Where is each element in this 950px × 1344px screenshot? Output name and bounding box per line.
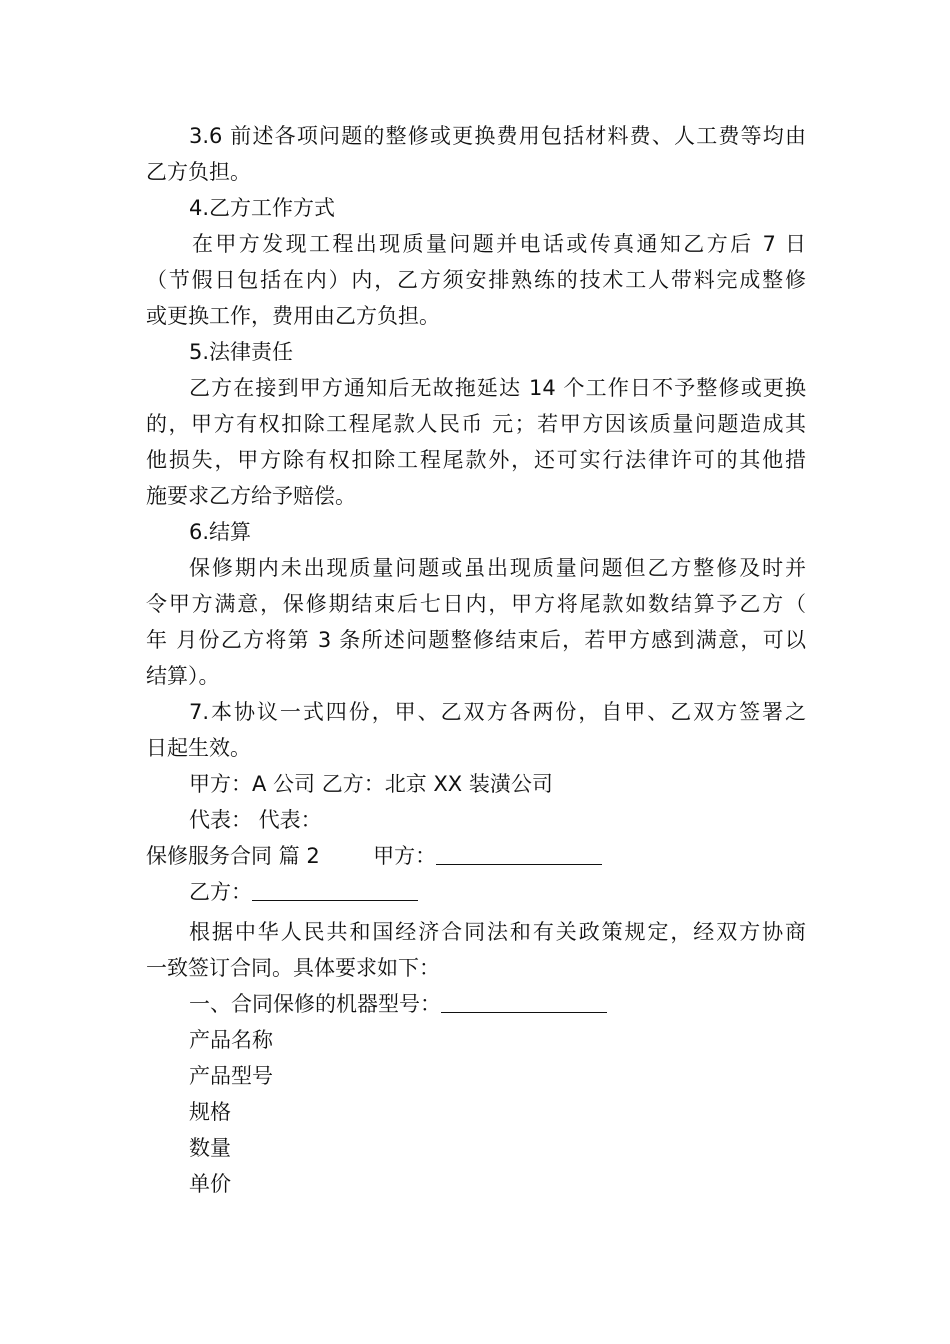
- party-b-label: 乙方：: [189, 880, 252, 904]
- paragraph-7-line-2: 日起生效。: [146, 736, 251, 760]
- party-a-label: 甲方：: [373, 844, 437, 868]
- contract-2-title: 保修服务合同 篇 2: [146, 844, 320, 868]
- section-4-heading: 4.乙方工作方式: [189, 196, 336, 220]
- paragraph-5-line-4: 施要求乙方给予赔偿。: [146, 484, 356, 508]
- paragraph-5-line-2: 的，甲方有权扣除工程尾款人民币 元；若甲方因该质量问题造成其: [146, 412, 806, 436]
- parties-line: 甲方：A 公司 乙方：北京 XX 装潢公司: [189, 772, 553, 796]
- intro-line-1: 根据中华人民共和国经济合同法和有关政策规定，经双方协商: [189, 920, 806, 944]
- paragraph-3-6-line-1: 3.6 前述各项问题的整修或更换费用包括材料费、人工费等均由: [189, 124, 806, 148]
- machine-model-blank[interactable]: [441, 990, 607, 1013]
- field-quantity: 数量: [189, 1136, 231, 1160]
- paragraph-4-line-3: 或更换工作，费用由乙方负担。: [146, 304, 440, 328]
- intro-line-2: 一致签订合同。具体要求如下：: [146, 956, 440, 980]
- representatives-line: 代表： 代表：: [189, 808, 322, 832]
- section-5-heading: 5.法律责任: [189, 340, 294, 364]
- paragraph-6-line-4: 结算）。: [146, 664, 220, 688]
- field-product-model: 产品型号: [189, 1064, 273, 1088]
- paragraph-4-line-2: （节假日包括在内）内，乙方须安排熟练的技术工人带料完成整修: [146, 268, 806, 292]
- party-b-blank[interactable]: [252, 878, 418, 901]
- paragraph-6-line-2: 令甲方满意，保修期结束后七日内，甲方将尾款如数结算予乙方（: [146, 592, 806, 616]
- paragraph-6-line-3: 年 月份乙方将第 3 条所述问题整修结束后，若甲方感到满意，可以: [146, 628, 806, 652]
- party-a-blank[interactable]: [436, 842, 602, 865]
- section-6-heading: 6.结算: [189, 520, 252, 544]
- document-page: [146, 118, 806, 1202]
- item-1-label: 一、合同保修的机器型号：: [189, 992, 441, 1016]
- item-1-line: [146, 986, 806, 1022]
- party-b-line: [146, 874, 806, 910]
- field-spec: 规格: [189, 1100, 231, 1124]
- paragraph-6-line-1: 保修期内未出现质量问题或虽出现质量问题但乙方整修及时并: [189, 556, 806, 580]
- contract-2-title-line: [146, 838, 806, 874]
- field-unit-price: 单价: [189, 1172, 231, 1196]
- field-product-name: 产品名称: [189, 1028, 273, 1052]
- paragraph-5-line-3: 他损失，甲方除有权扣除工程尾款外，还可实行法律许可的其他措: [146, 448, 806, 472]
- paragraph-7-line-1: 7.本协议一式四份，甲、乙双方各两份，自甲、乙双方签署之: [189, 700, 806, 724]
- paragraph-5-line-1: 乙方在接到甲方通知后无故拖延达 14 个工作日不予整修或更换: [189, 376, 806, 400]
- paragraph-4-line-1: 在甲方发现工程出现质量问题并电话或传真通知乙方后 7 日: [192, 232, 806, 256]
- paragraph-3-6-line-2: 乙方负担。: [146, 160, 251, 184]
